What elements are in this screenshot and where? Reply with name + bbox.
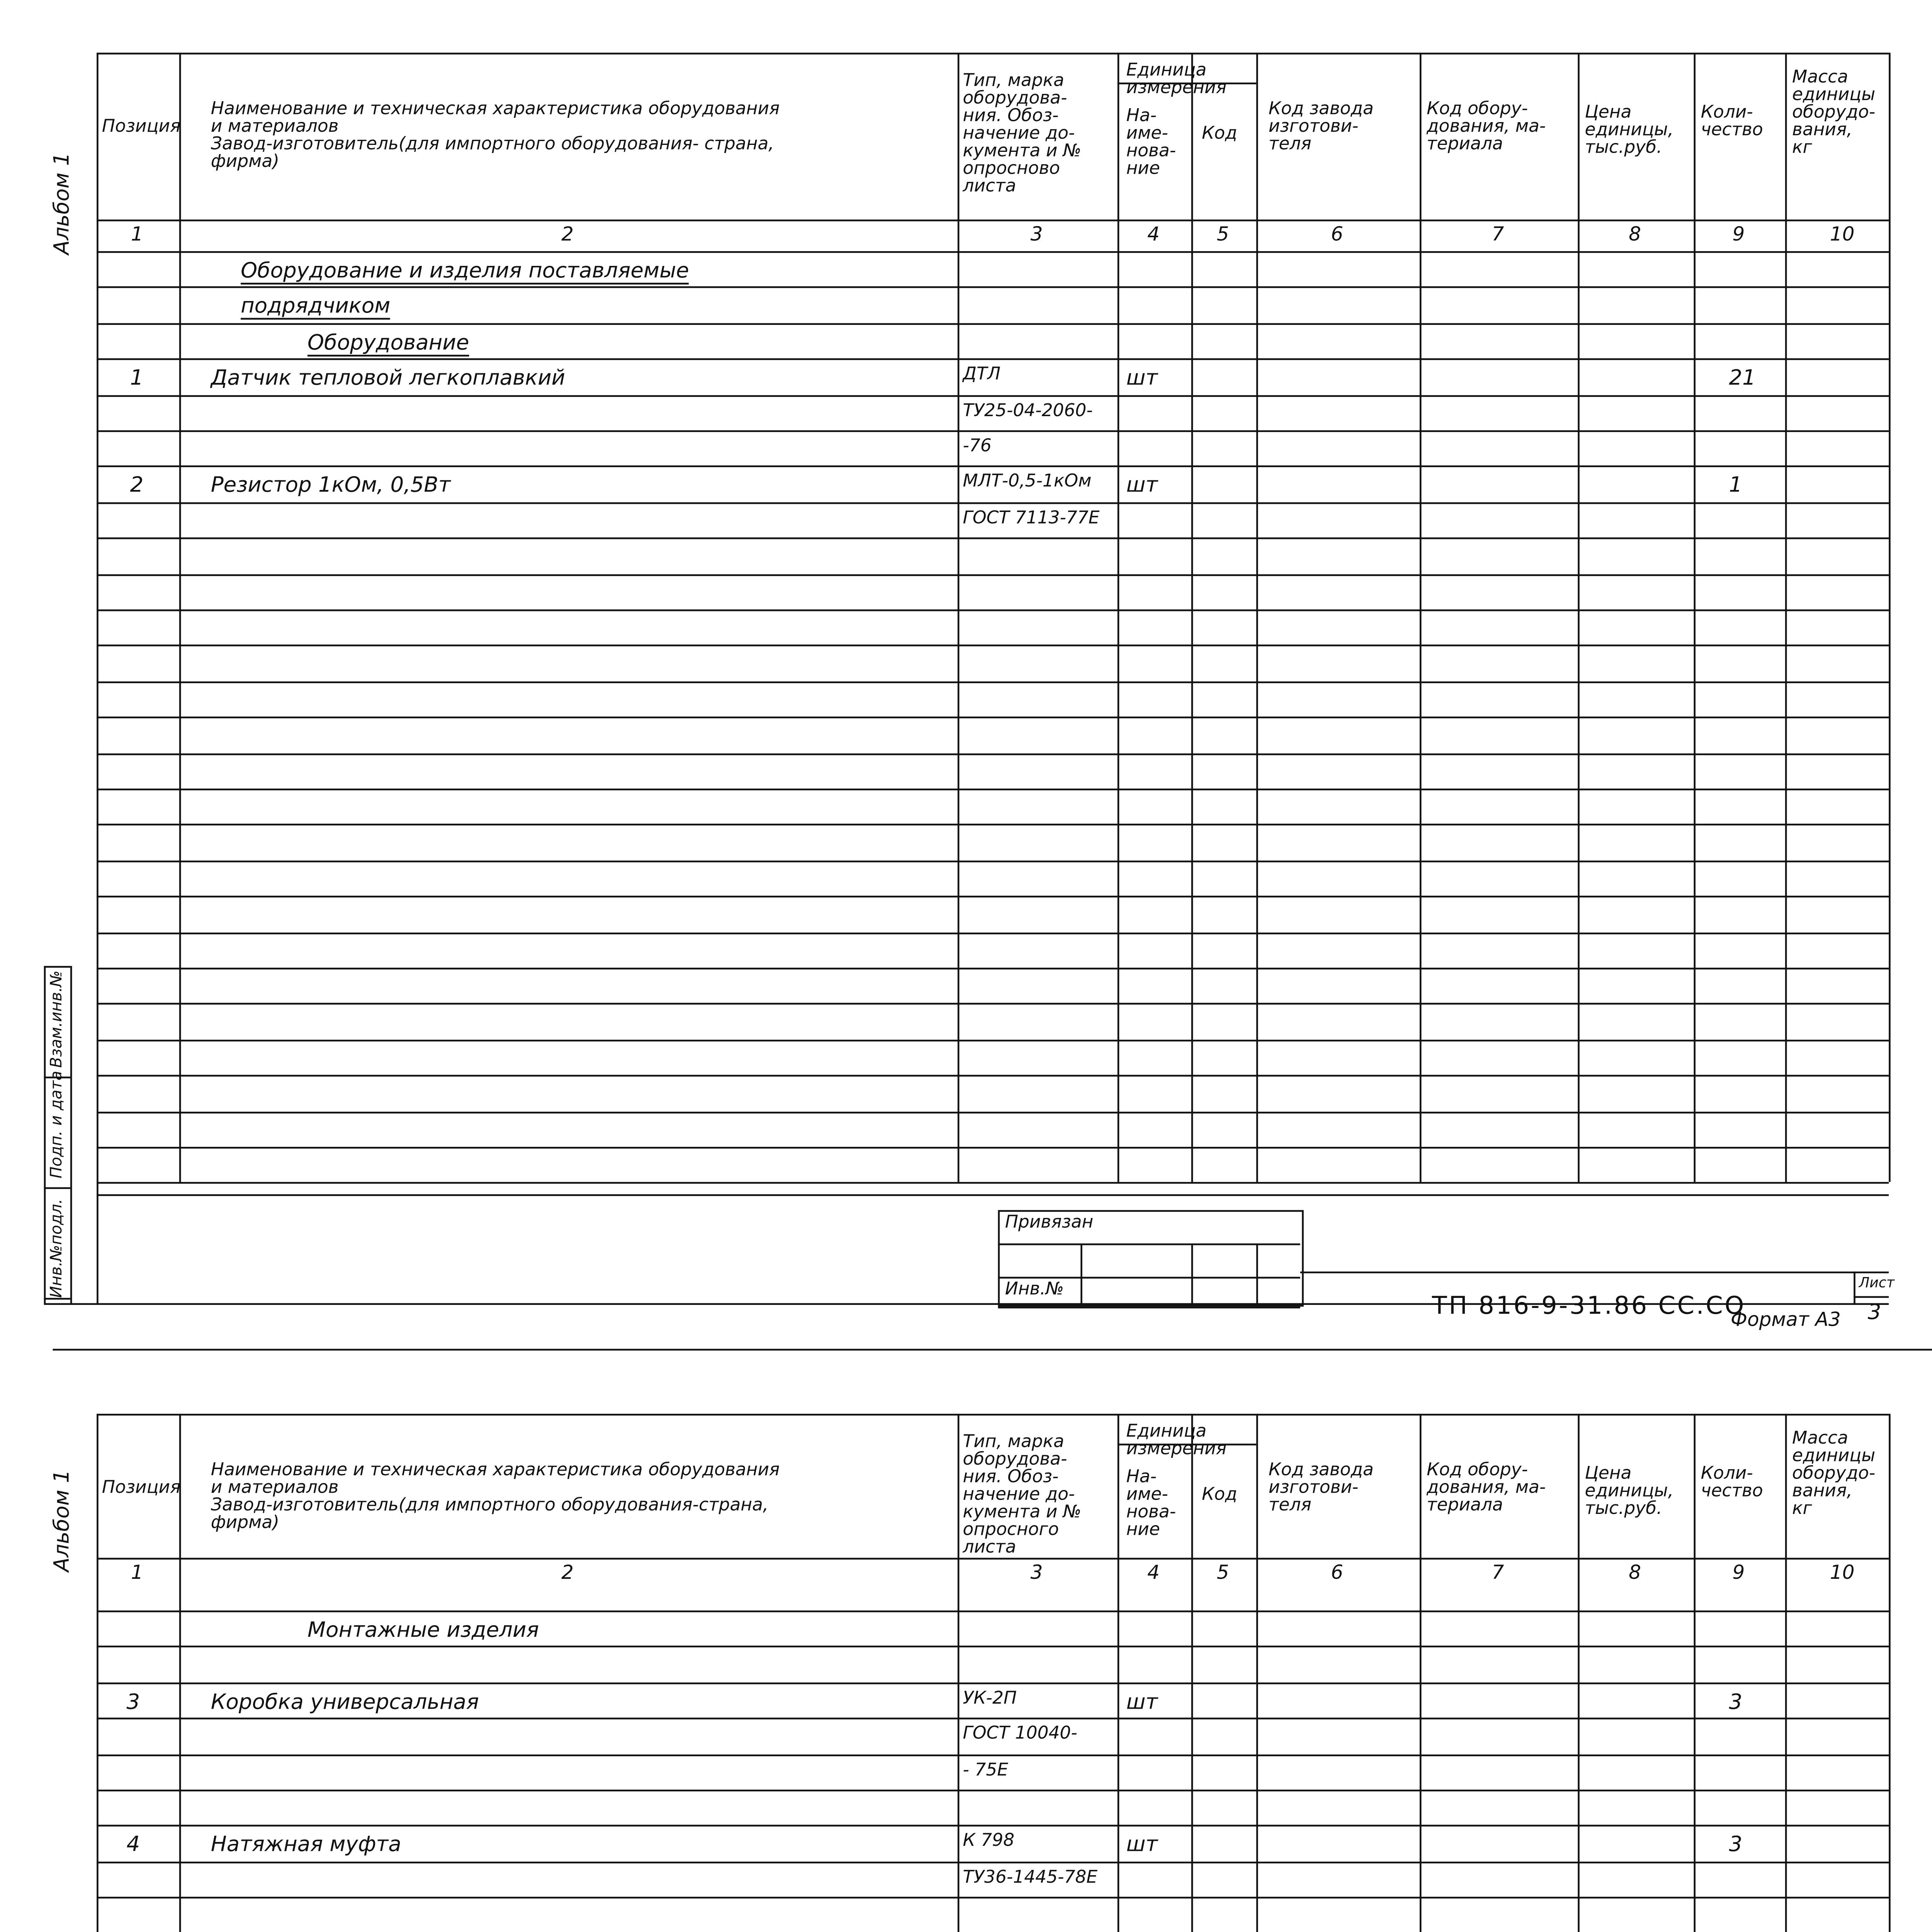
row-line [97, 1003, 1889, 1005]
row-type: ТУ25-04-2060- [963, 401, 1093, 421]
row-line [97, 609, 1889, 611]
header-unit: Единица измерения [1126, 61, 1227, 99]
column-number: 1 [131, 1561, 143, 1584]
header-bottom-line [97, 1558, 1889, 1560]
header-quantity: Коли- чество [1701, 104, 1763, 141]
row-name: Оборудование и изделия поставляемые [241, 260, 689, 285]
header-type: Тип, марка оборудова- ния. Обоз- начение до- кумента и № опросного листа [963, 1433, 1082, 1558]
column-line [1117, 1414, 1119, 1932]
column-line [1694, 1414, 1696, 1932]
row-line [97, 1147, 1889, 1149]
header-equipment-code: Код обору- дования, ма- териала [1427, 100, 1546, 155]
row-name: Натяжная муфта [211, 1832, 401, 1857]
column-line [1420, 53, 1422, 1182]
row-line [97, 968, 1889, 969]
column-number: 1 [131, 223, 143, 246]
row-type: К 798 [963, 1832, 1015, 1852]
row-line [97, 1682, 1889, 1684]
row-name: Монтажные изделия [307, 1617, 539, 1642]
title-block-line [1854, 1296, 1889, 1298]
row-name: Резистор 1кОм, 0,5Вт [211, 473, 451, 498]
column-number: 9 [1732, 223, 1745, 246]
header-position: Позиция [102, 1479, 181, 1498]
row-line [97, 824, 1889, 826]
column-number: 2 [561, 1561, 574, 1584]
row-line [97, 466, 1889, 468]
row-line [97, 1790, 1889, 1792]
stamp-line [998, 1307, 1300, 1309]
stamp-area-line [97, 1194, 1889, 1196]
column-line [1256, 53, 1258, 1182]
side-strip-line [44, 966, 70, 968]
frame-top-line [97, 53, 1889, 54]
column-line [1889, 1414, 1891, 1932]
row-quantity: 1 [1729, 473, 1743, 498]
row-type: МЛТ-0,5-1кОм [963, 473, 1092, 493]
column-number: 10 [1830, 223, 1855, 246]
row-line [97, 1825, 1889, 1827]
column-line [957, 1414, 959, 1932]
row-line [97, 860, 1889, 862]
column-line [1256, 1414, 1258, 1932]
header-maker-code: Код завода изготови- теля [1269, 1461, 1374, 1516]
side-strip-line [70, 966, 72, 1303]
format-label: Формат А3 [1730, 1308, 1841, 1332]
row-line [97, 287, 1889, 289]
row-line [97, 395, 1889, 396]
row-quantity: 3 [1729, 1832, 1743, 1857]
row-line [97, 932, 1889, 934]
row-unit: шт [1126, 473, 1158, 498]
header-bottom-line [97, 219, 1889, 221]
row-type: ГОСТ 10040- [963, 1725, 1078, 1745]
header-mass: Масса единицы оборудо- вания, кг [1792, 1429, 1876, 1519]
column-line [1578, 1414, 1580, 1932]
side-strip-line [44, 1298, 70, 1300]
stamp-line [1256, 1243, 1258, 1303]
page-divider [53, 1349, 1932, 1351]
row-unit: шт [1126, 366, 1158, 390]
row-line [97, 681, 1889, 683]
column-line [957, 53, 959, 1182]
row-type: УК-2П [963, 1689, 1017, 1709]
album-label: Альбом 1 [49, 1469, 74, 1572]
column-number: 7 [1492, 223, 1504, 246]
row-line [97, 1111, 1889, 1113]
row-name: Датчик тепловой легкоплавкий [211, 366, 565, 390]
row-type: -76 [963, 437, 992, 457]
stamp-line [1080, 1243, 1082, 1303]
album-label: Альбом 1 [49, 152, 74, 255]
row-position: 4 [126, 1832, 140, 1857]
row-quantity: 3 [1729, 1689, 1743, 1714]
header-unit-name: На- име- нова- ние [1126, 1468, 1176, 1541]
row-name: Оборудование [308, 332, 469, 356]
header-maker-code: Код завода изготови- теля [1269, 100, 1374, 155]
side-strip-line [44, 966, 46, 1303]
row-line [97, 1183, 1889, 1185]
row-type: ДТЛ [963, 366, 1001, 385]
row-quantity: 21 [1729, 366, 1756, 390]
frame-left-line [97, 1414, 99, 1932]
stamp-line [998, 1277, 1300, 1279]
column-number: 5 [1216, 223, 1229, 246]
row-line [97, 1075, 1889, 1077]
title-block-line [1300, 1272, 1889, 1274]
column-number: 2 [561, 223, 574, 246]
side-label-inv: Инв.№подл. [49, 1199, 67, 1298]
header-price: Цена единицы, тыс.руб. [1585, 104, 1674, 158]
header-unit-code: Код [1202, 1486, 1237, 1505]
column-line [1117, 53, 1119, 1182]
column-line [1785, 53, 1787, 1182]
column-number: 7 [1492, 1561, 1504, 1584]
row-line [97, 538, 1889, 540]
header-mass: Масса единицы оборудо- вания, кг [1792, 68, 1876, 158]
document-code: ТП 816-9-31.86 СС.СО [1432, 1293, 1746, 1321]
number-row-line [97, 1611, 1889, 1612]
side-strip-line [44, 1187, 70, 1189]
row-line [97, 430, 1889, 432]
column-number: 5 [1216, 1561, 1229, 1584]
column-number: 3 [1030, 1561, 1043, 1584]
column-number: 10 [1830, 1561, 1855, 1584]
column-line [1785, 1414, 1787, 1932]
header-position: Позиция [102, 117, 181, 137]
column-line [1191, 1414, 1193, 1932]
number-row-line [97, 251, 1889, 253]
row-line [97, 573, 1889, 575]
row-line [97, 323, 1889, 325]
row-name: подрядчиком [241, 296, 390, 320]
column-number: 4 [1147, 223, 1160, 246]
stamp-line [998, 1243, 1300, 1245]
column-line [1191, 53, 1193, 1182]
header-price: Цена единицы, тыс.руб. [1585, 1464, 1674, 1519]
row-line [97, 645, 1889, 647]
row-line [97, 502, 1889, 504]
header-name: Наименование и техническая характеристика оборудования и материалов Завод-изготовитель(для импортного оборудования-страна, фирма) [211, 1461, 780, 1533]
column-number: 3 [1030, 223, 1043, 246]
column-line [1578, 53, 1580, 1182]
row-line [97, 1897, 1889, 1899]
column-line [1420, 1414, 1422, 1932]
header-unit-name: На- име- нова- ние [1126, 107, 1176, 179]
row-position: 1 [130, 366, 144, 390]
column-number: 9 [1732, 1561, 1745, 1584]
row-type: - 75Е [963, 1760, 1009, 1780]
row-unit: шт [1126, 1689, 1158, 1714]
row-unit: шт [1126, 1832, 1158, 1857]
column-number: 6 [1331, 1561, 1344, 1584]
row-line [97, 1718, 1889, 1720]
side-label-podp: Подп. и дата [49, 1071, 67, 1179]
row-line [97, 789, 1889, 791]
row-line [97, 1646, 1889, 1648]
header-type: Тип, марка оборудова- ния. Обоз- начение до- кумента и № опросново листа [963, 72, 1082, 197]
row-line [97, 359, 1889, 361]
row-line [97, 1754, 1889, 1756]
header-equipment-code: Код обору- дования, ма- териала [1427, 1461, 1546, 1516]
row-line [97, 1861, 1889, 1863]
column-number: 8 [1629, 223, 1641, 246]
row-position: 3 [126, 1689, 140, 1714]
header-unit: Единица измерения [1126, 1422, 1227, 1460]
side-label-vzam: Взам.инв.№ [49, 970, 67, 1068]
column-line [1889, 53, 1891, 1182]
header-unit-code: Код [1202, 124, 1237, 144]
frame-left-line [97, 53, 99, 1303]
row-line [97, 1039, 1889, 1041]
row-name: Коробка универсальная [211, 1689, 479, 1714]
column-number: 6 [1331, 223, 1344, 246]
stamp-inventory: Инв.№ [1005, 1280, 1064, 1300]
row-line [97, 717, 1889, 719]
sheet-label: Лист [1859, 1275, 1895, 1291]
column-line [1694, 53, 1696, 1182]
column-number: 8 [1629, 1561, 1641, 1584]
stamp-privyazan: Привязан [1005, 1213, 1094, 1233]
row-type: ТУ36-1445-78Е [963, 1868, 1098, 1888]
row-line [97, 896, 1889, 898]
row-position: 2 [130, 473, 144, 498]
sheet-number: 3 [1867, 1299, 1881, 1325]
column-number: 4 [1147, 1561, 1160, 1584]
stamp-line [1191, 1243, 1193, 1303]
column-line [179, 53, 181, 1182]
title-block-line [1854, 1272, 1855, 1303]
frame-top-line [97, 1414, 1889, 1416]
header-name: Наименование и техническая характеристика оборудования и материалов Завод-изготовитель(для импортного оборудования- страна, фирма) [211, 100, 780, 172]
header-quantity: Коли- чество [1701, 1464, 1763, 1502]
row-line [97, 753, 1889, 755]
row-type: ГОСТ 7113-77Е [963, 509, 1100, 529]
